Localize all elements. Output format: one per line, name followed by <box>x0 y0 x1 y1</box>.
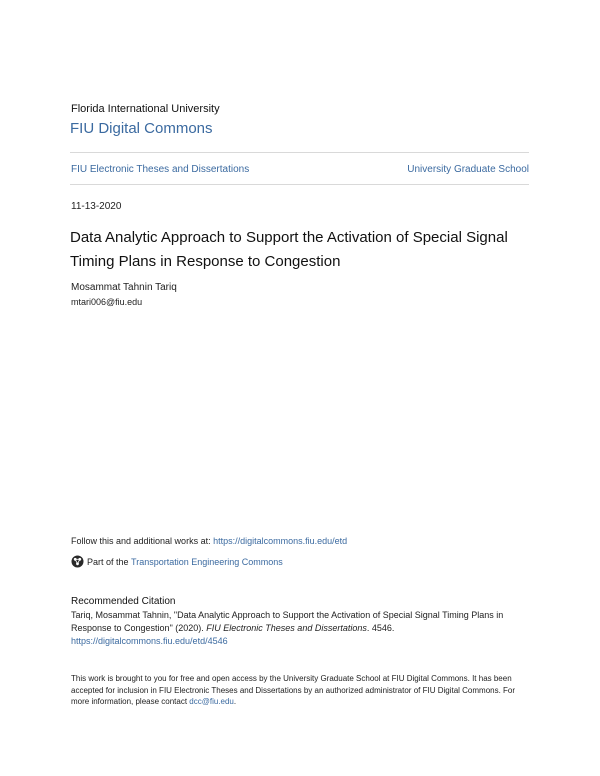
author-name: Mosammat Tahnin Tariq <box>71 282 177 293</box>
repository-link[interactable]: FIU Digital Commons <box>70 120 213 137</box>
commons-network-icon <box>71 555 84 568</box>
citation-number: . 4546. <box>366 623 395 633</box>
notice-end: . <box>233 697 237 706</box>
document-title: Data Analytic Approach to Support the Activation of Special Signal Timing Plans in Response to Congestion <box>70 229 508 270</box>
access-notice <box>71 673 531 708</box>
citation-text <box>71 609 531 648</box>
follow-prefix: Follow this and additional works at: <box>71 536 214 546</box>
citation-series: FIU Electronic Theses and Dissertations <box>206 623 367 633</box>
author-email: mtari006@fiu.edu <box>71 297 143 307</box>
institution-name: Florida International University <box>71 103 220 115</box>
collection-link-graduate-school[interactable]: University Graduate School <box>407 164 529 175</box>
collection-link-theses[interactable]: FIU Electronic Theses and Dissertations <box>71 164 250 175</box>
bottom-divider <box>70 184 529 185</box>
part-of-prefix: Part of the <box>87 556 129 567</box>
notice-body: This work is brought to you for free and open access by the University Graduate School at FIU Digital Commons. It has been accepted for inclusion in FIU Electronic Theses and Dissertations by an authorized administrator of FIU Digital Commons. For more information, please contact <box>71 674 516 706</box>
follow-link[interactable]: https://digitalcommons.fiu.edu/etd <box>213 536 348 546</box>
publication-date: 11-13-2020 <box>71 201 122 212</box>
transportation-commons-link[interactable]: Transportation Engineering Commons <box>131 556 283 567</box>
citation-body: Tariq, Mosammat Tahnin, "Data Analytic Approach to Support the Activation of Special Signal Timing Plans in Response to Congestion" (2020). <box>71 610 504 633</box>
part-of-line <box>71 555 283 568</box>
citation-link[interactable]: https://digitalcommons.fiu.edu/etd/4546 <box>71 636 228 646</box>
top-divider <box>70 152 529 153</box>
recommended-citation-heading: Recommended Citation <box>71 596 176 607</box>
follow-line <box>71 536 347 546</box>
contact-email-link[interactable]: dcc@fiu.edu <box>189 697 234 706</box>
